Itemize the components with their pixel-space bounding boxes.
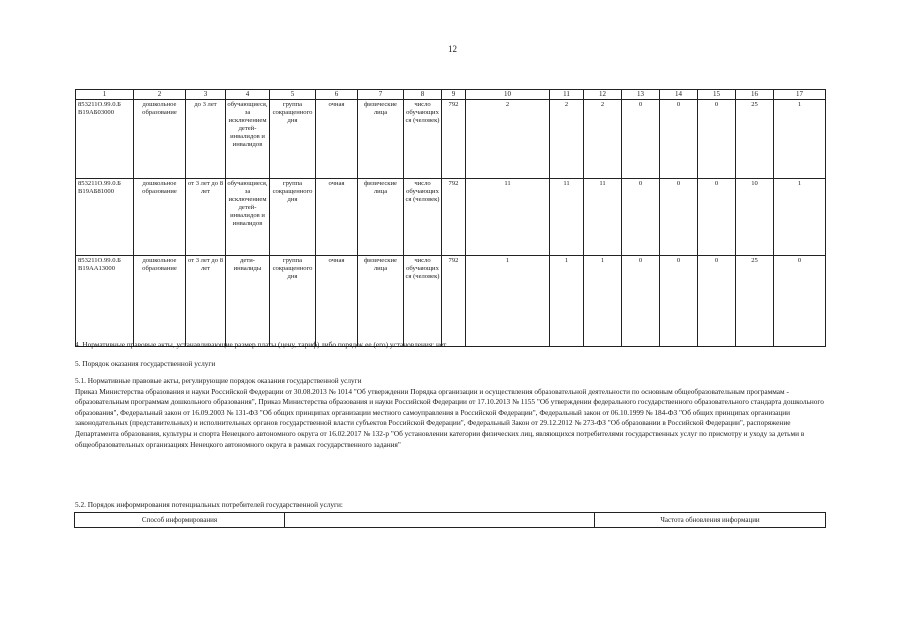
table-cell: группа сокращенного дня (270, 256, 316, 347)
table-cell: 1 (774, 100, 826, 179)
column-header: 3 (186, 90, 226, 100)
column-header: 4 (226, 90, 270, 100)
info-frequency-header: Частота обновления информации (595, 513, 826, 528)
table-cell: дошкольное образование (134, 256, 186, 347)
table-cell: дети-инвалиды (226, 256, 270, 347)
table-cell: 1 (774, 179, 826, 256)
table-cell: 0 (774, 256, 826, 347)
table-cell: 2 (466, 100, 550, 179)
table-cell: обучающиеся, за исключением детей-инвалидов и инвалидов (226, 179, 270, 256)
table-cell: 10 (736, 179, 774, 256)
column-header: 11 (550, 90, 584, 100)
table-cell: физические лица (358, 179, 404, 256)
section-4-text: 4. Нормативные правовые акты, устанавливающие размер платы (цену, тариф) либо порядок ее (его) установления: нет (75, 340, 447, 349)
table-cell: 25 (736, 256, 774, 347)
table-cell: группа сокращенного дня (270, 100, 316, 179)
column-header: 2 (134, 90, 186, 100)
table-cell: 1 (466, 256, 550, 347)
column-header: 12 (584, 90, 622, 100)
column-header: 6 (316, 90, 358, 100)
table-cell: 0 (698, 256, 736, 347)
table-cell: 25 (736, 100, 774, 179)
table-cell: группа сокращенного дня (270, 179, 316, 256)
column-header: 5 (270, 90, 316, 100)
table-cell: 0 (698, 100, 736, 179)
column-header: 7 (358, 90, 404, 100)
table-cell: физические лица (358, 100, 404, 179)
column-header: 16 (736, 90, 774, 100)
table-cell: 11 (584, 179, 622, 256)
table-cell: 853211О.99.0.Б В19АБ81000 (76, 179, 134, 256)
section-5-1-body: Приказ Министерства образования и науки Российской Федерации от 30.08.2013 № 1014 "Об утверждении Порядка организации и осуществления образовательной деятельности по основным общеобразовательным программам - образовательным программам дошкольного образования", Приказ Министерства образования и науки Российской Федерации от 17.10.2013 № 1155 "Об утверждении федерального государственного образовательного стандарта дошкольного образования", Федеральный закон от 16.09.2003 № 131-ФЗ "Об общих принципах организации местного самоуправления в Российской Федерации", Федеральный закон от 06.10.1999 № 184-ФЗ "Об общих принципах организации законодательных (представительных) и исполнительных органов государственной власти субъектов Российской Федерации", Федеральный Закон от 29.12.2012 № 273-ФЗ "Об образовании в Российской Федерации", распоряжение Департамента образования, культуры и спорта Ненецкого автономного округа от 16.02.2017 № 132-р "Об установлении категории физических лиц, являющихся потребителями государственных услуг по присмотру и уходу за детьми в общеобразовательных организациях Ненецкого автономного округа в рамках государственного задания" (75, 386, 824, 449)
table-cell: 1 (550, 256, 584, 347)
table-cell: 792 (442, 179, 466, 256)
table-cell: обучающиеся, за исключением детей-инвалидов и инвалидов (226, 100, 270, 179)
table-cell: 0 (698, 179, 736, 256)
info-method-header: Способ информирования (75, 513, 285, 528)
table-cell: 0 (660, 179, 698, 256)
table-cell: дошкольное образование (134, 179, 186, 256)
service-volume-table (75, 89, 826, 347)
column-header: 8 (404, 90, 442, 100)
table-cell: 0 (622, 100, 660, 179)
column-header: 10 (466, 90, 550, 100)
table-cell: 11 (466, 179, 550, 256)
table-cell: физические лица (358, 256, 404, 347)
info-content-header (285, 513, 595, 528)
page-number: 12 (448, 44, 457, 54)
table-cell: 792 (442, 100, 466, 179)
table-cell: 2 (550, 100, 584, 179)
column-header: 15 (698, 90, 736, 100)
column-header: 9 (442, 90, 466, 100)
table-cell: очная (316, 256, 358, 347)
column-header: 13 (622, 90, 660, 100)
column-header: 14 (660, 90, 698, 100)
table-cell: от 3 лет до 8 лет (186, 179, 226, 256)
table-row (76, 179, 826, 256)
table-cell: 0 (622, 179, 660, 256)
table-cell: дошкольное образование (134, 100, 186, 179)
table-cell: число обучающихся (человек) (404, 100, 442, 179)
table-cell: очная (316, 179, 358, 256)
table-cell: 1 (584, 256, 622, 347)
table-cell: 11 (550, 179, 584, 256)
column-header: 1 (76, 90, 134, 100)
table-cell: 0 (622, 256, 660, 347)
table-row (76, 100, 826, 179)
table-cell: до 3 лет (186, 100, 226, 179)
table-cell: от 3 лет до 8 лет (186, 256, 226, 347)
table-cell: 853211О.99.0.Б В19АБ03000 (76, 100, 134, 179)
table-cell: число обучающихся (человек) (404, 256, 442, 347)
table-row (76, 256, 826, 347)
table-cell: 0 (660, 256, 698, 347)
information-table (74, 512, 826, 528)
section-5-1-block (75, 376, 827, 450)
table-cell: 0 (660, 100, 698, 179)
column-header: 17 (774, 90, 826, 100)
table-cell: число обучающихся (человек) (404, 179, 442, 256)
info-table-header-row (75, 513, 826, 528)
section-5-title: 5. Порядок оказания государственной услуги (75, 359, 216, 368)
section-5-1-title: 5.1. Нормативные правовые акты, регулирующие порядок оказания государственной услуги (75, 376, 362, 385)
table-header-row (76, 90, 826, 100)
table-cell: 792 (442, 256, 466, 347)
table-cell: очная (316, 100, 358, 179)
section-5-2-title: 5.2. Порядок информирования потенциальных потребителей государственной услуги: (75, 500, 343, 509)
table-cell: 2 (584, 100, 622, 179)
table-cell: 853211О.99.0.Б В19АА13000 (76, 256, 134, 347)
